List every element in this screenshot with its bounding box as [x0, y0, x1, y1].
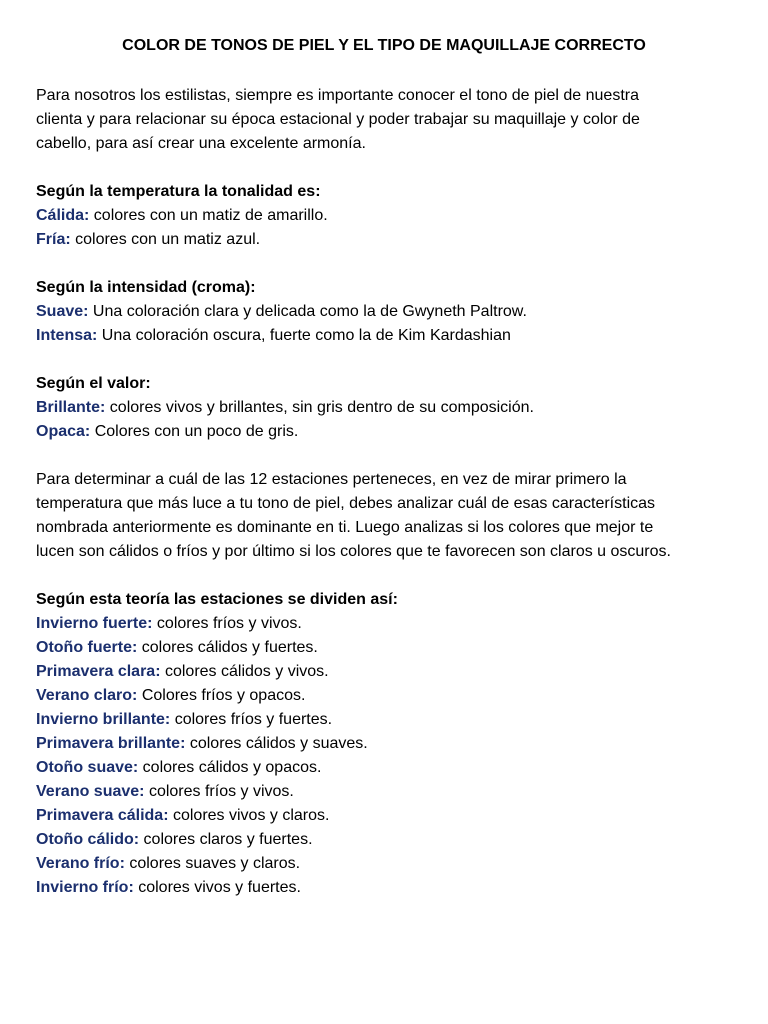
- list-item: [36, 228, 748, 252]
- list-item: [36, 420, 748, 444]
- section-heading: Según la temperatura la tonalidad es:: [36, 183, 321, 200]
- season-description: colores fríos y fuertes.: [170, 711, 333, 728]
- season-term: Otoño fuerte:: [36, 639, 138, 656]
- season-description: colores fríos y vivos.: [144, 783, 294, 800]
- season-item: [36, 756, 748, 780]
- season-item: [36, 780, 748, 804]
- season-term: Invierno brillante:: [36, 711, 171, 728]
- season-term: Primavera cálida:: [36, 807, 169, 824]
- determine-line: lucen son cálidos o fríos y por último si los colores que te favorecen son claros u oscuros.: [36, 543, 671, 560]
- item-term: Brillante:: [36, 399, 106, 416]
- intro-line: Para nosotros los estilistas, siempre es importante conocer el tono de piel de nuestra: [36, 87, 639, 104]
- item-description: Colores con un poco de gris.: [90, 423, 299, 440]
- season-description: colores claros y fuertes.: [139, 831, 313, 848]
- season-item: [36, 660, 748, 684]
- season-description: colores cálidos y opacos.: [138, 759, 322, 776]
- season-description: colores vivos y claros.: [168, 807, 330, 824]
- season-item: [36, 612, 748, 636]
- item-term: Intensa:: [36, 327, 98, 344]
- season-description: colores vivos y fuertes.: [133, 879, 301, 896]
- season-item: [36, 708, 748, 732]
- season-term: Verano claro:: [36, 687, 138, 704]
- document-body: [36, 84, 748, 924]
- section-heading: Según esta teoría las estaciones se dividen así:: [36, 591, 398, 608]
- intro-line: cabello, para así crear una excelente armonía.: [36, 135, 366, 152]
- document-title: COLOR DE TONOS DE PIEL Y EL TIPO DE MAQUILLAJE CORRECTO: [122, 37, 646, 54]
- season-item: [36, 636, 748, 660]
- season-item: [36, 732, 748, 756]
- item-description: Una coloración clara y delicada como la de Gwyneth Paltrow.: [88, 303, 527, 320]
- determine-line: Para determinar a cuál de las 12 estaciones perteneces, en vez de mirar primero la: [36, 471, 627, 488]
- season-item: [36, 804, 748, 828]
- section-heading: Según la intensidad (croma):: [36, 279, 256, 296]
- determine-line: temperatura que más luce a tu tono de piel, debes analizar cuál de esas características: [36, 495, 656, 512]
- season-description: colores cálidos y vivos.: [160, 663, 329, 680]
- season-term: Invierno frío:: [36, 879, 134, 896]
- season-description: Colores fríos y opacos.: [137, 687, 306, 704]
- determine-paragraph: [36, 468, 748, 564]
- item-description: Una coloración oscura, fuerte como la de Kim Kardashian: [97, 327, 511, 344]
- section-heading: Según el valor:: [36, 375, 151, 392]
- season-description: colores fríos y vivos.: [152, 615, 302, 632]
- intensity-section: [36, 276, 748, 348]
- season-item: [36, 876, 748, 900]
- item-description: colores con un matiz de amarillo.: [89, 207, 328, 224]
- list-item: [36, 300, 748, 324]
- list-item: [36, 324, 748, 348]
- season-term: Otoño cálido:: [36, 831, 140, 848]
- season-term: Verano frío:: [36, 855, 125, 872]
- season-term: Otoño suave:: [36, 759, 139, 776]
- season-description: colores suaves y claros.: [124, 855, 301, 872]
- season-description: colores cálidos y suaves.: [185, 735, 368, 752]
- item-term: Suave:: [36, 303, 89, 320]
- season-description: colores cálidos y fuertes.: [137, 639, 318, 656]
- value-section: [36, 372, 748, 444]
- item-description: colores vivos y brillantes, sin gris dentro de su composición.: [105, 399, 534, 416]
- season-term: Invierno fuerte:: [36, 615, 153, 632]
- seasons-section: [36, 588, 748, 900]
- season-term: Primavera brillante:: [36, 735, 186, 752]
- determine-line: nombrada anteriormente es dominante en ti. Luego analizas si los colores que mejor te: [36, 519, 654, 536]
- season-term: Verano suave:: [36, 783, 145, 800]
- season-item: [36, 852, 748, 876]
- list-item: [36, 396, 748, 420]
- season-term: Primavera clara:: [36, 663, 161, 680]
- temperature-section: [36, 180, 748, 252]
- item-term: Cálida:: [36, 207, 90, 224]
- list-item: [36, 204, 748, 228]
- intro-paragraph: [36, 84, 748, 156]
- intro-line: clienta y para relacionar su época estacional y poder trabajar su maquillaje y color de: [36, 111, 640, 128]
- season-item: [36, 684, 748, 708]
- item-term: Opaca:: [36, 423, 91, 440]
- item-description: colores con un matiz azul.: [70, 231, 261, 248]
- item-term: Fría:: [36, 231, 71, 248]
- season-item: [36, 828, 748, 852]
